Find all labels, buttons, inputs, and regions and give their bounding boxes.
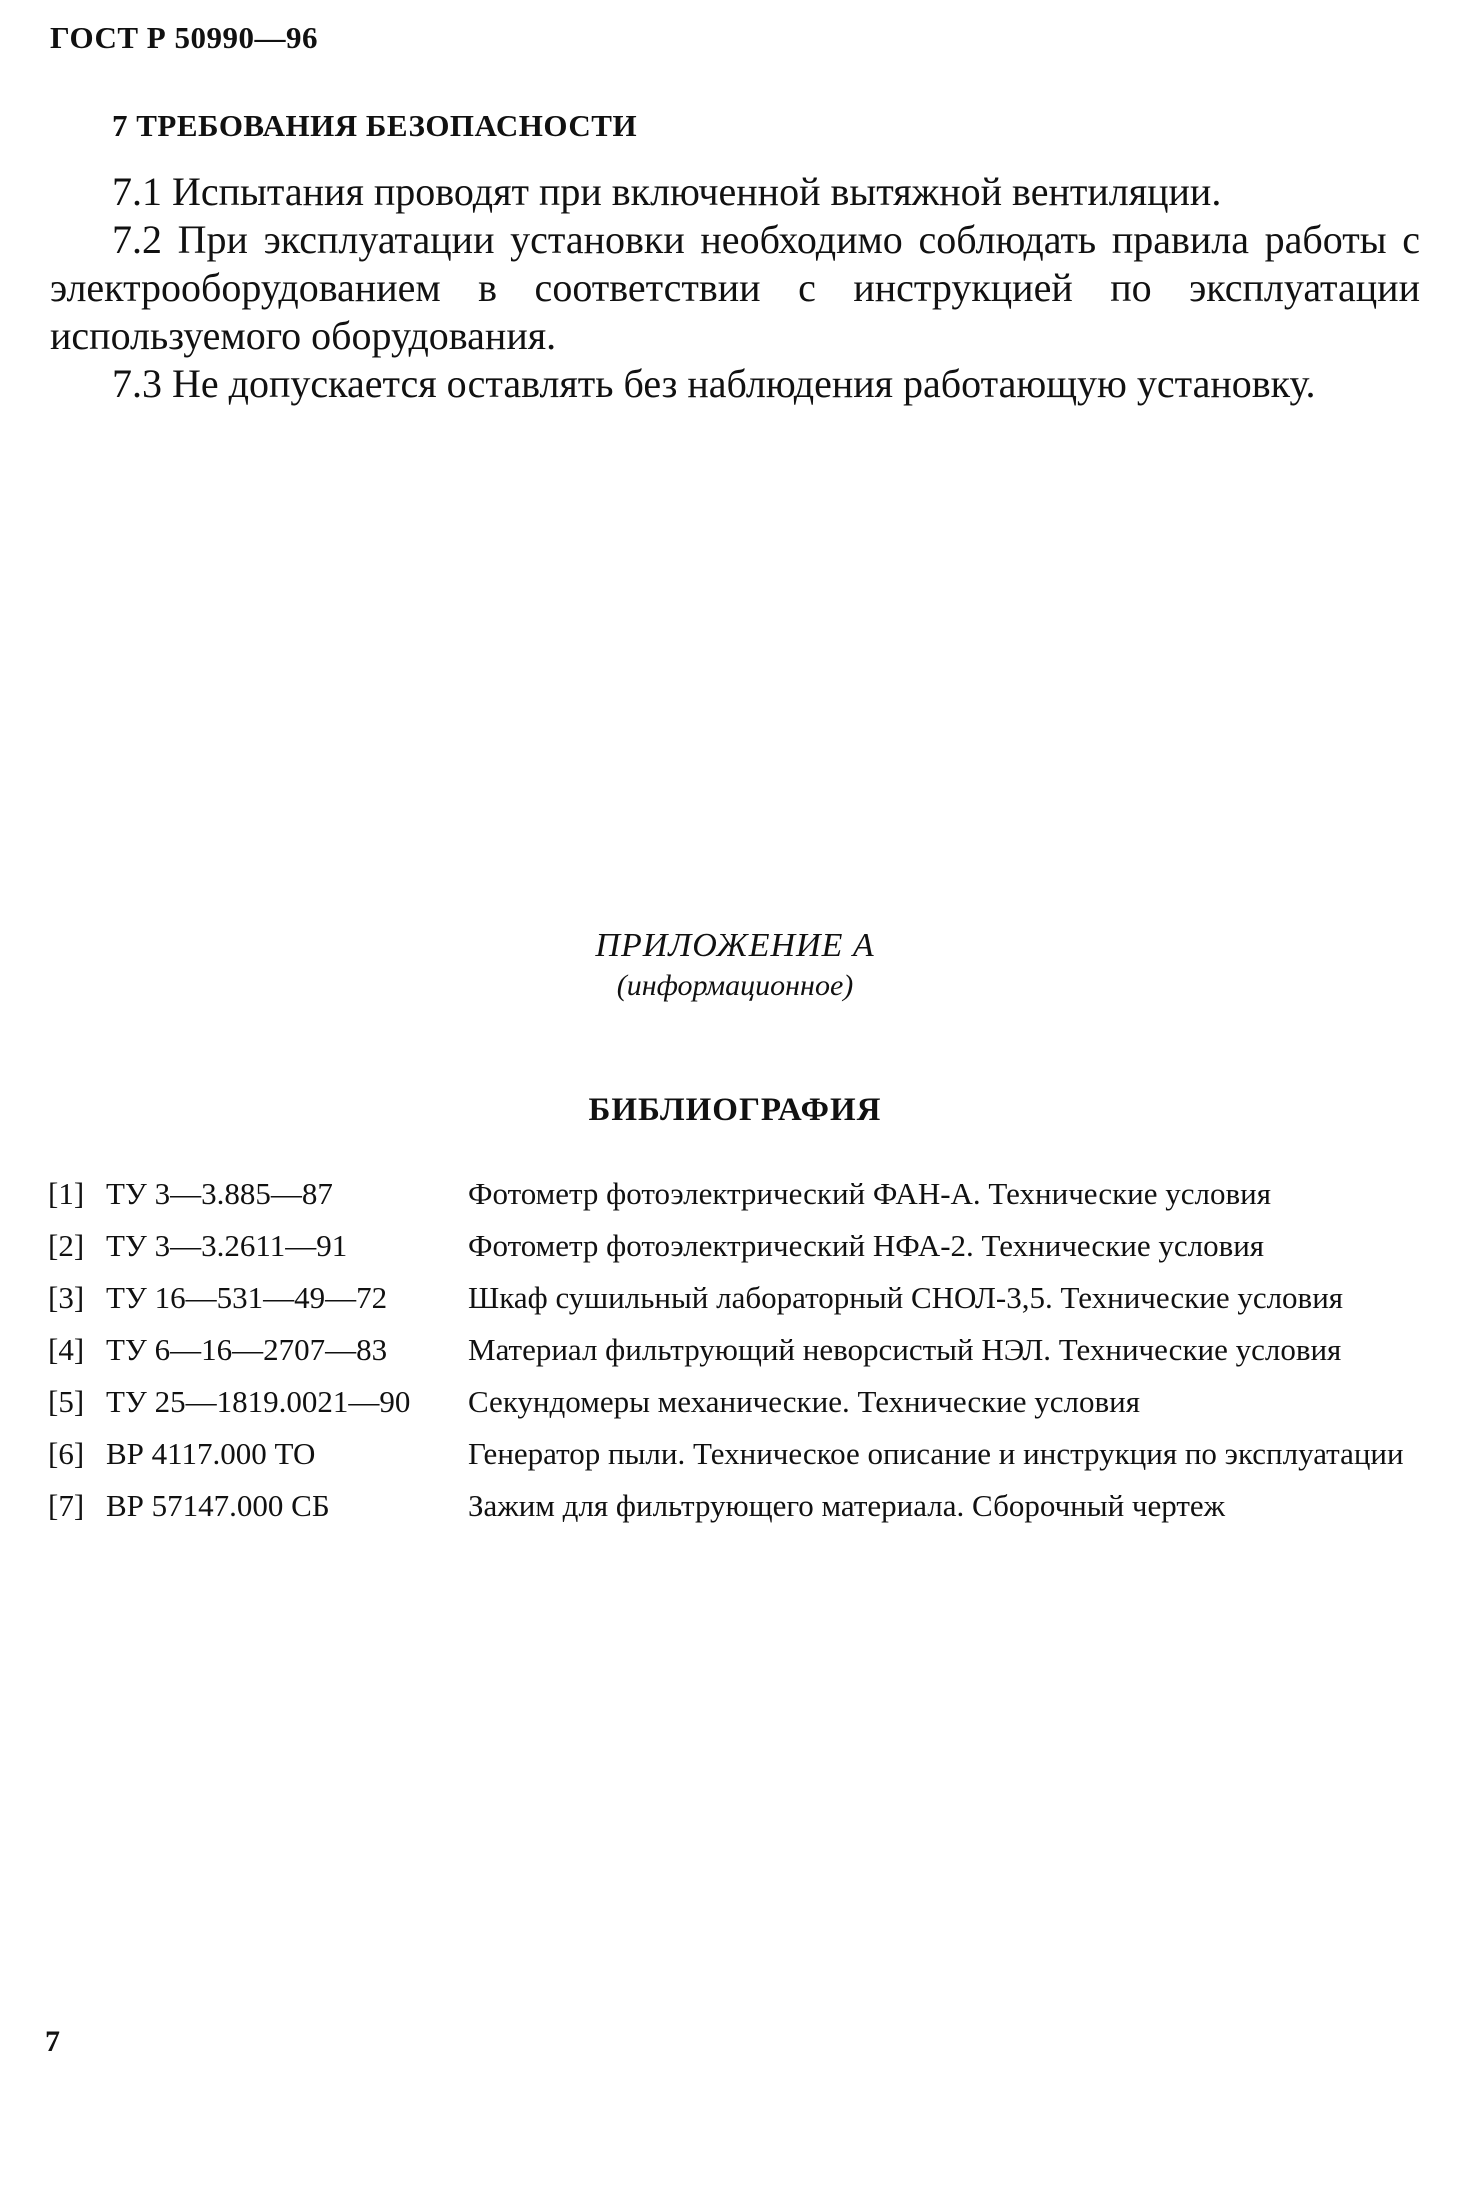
standard-code-header: ГОСТ Р 50990—96 (50, 20, 318, 55)
reference-number: [1] (48, 1176, 85, 1211)
reference-number: [2] (48, 1228, 85, 1263)
section-heading: 7 ТРЕБОВАНИЯ БЕЗОПАСНОСТИ (112, 108, 638, 143)
reference-description: Генератор пыли. Техническое описание и инструкция по эксплуатации (468, 1436, 1404, 1471)
reference-code: ВР 4117.000 ТО (106, 1436, 316, 1471)
reference-description: Фотометр фотоэлектрический ФАН-А. Технические условия (468, 1176, 1271, 1211)
reference-number: [5] (48, 1384, 85, 1419)
reference-code: ТУ 3—3.2611—91 (106, 1228, 348, 1263)
page-number: 7 (45, 2025, 60, 2058)
reference-number: [4] (48, 1332, 85, 1367)
reference-code: ТУ 3—3.885—87 (106, 1176, 333, 1211)
reference-number: [7] (48, 1488, 85, 1523)
paragraph-7-1: 7.1 Испытания проводят при включенной вытяжной вентиляции. (112, 169, 1222, 214)
bibliography-item (48, 1272, 1428, 1324)
reference-number: [6] (48, 1436, 85, 1471)
reference-description: Шкаф сушильный лабораторный СНОЛ-3,5. Технические условия (468, 1280, 1344, 1315)
reference-code: ТУ 25—1819.0021—90 (106, 1384, 411, 1419)
appendix-note: (информационное) (616, 969, 854, 1002)
bibliography-item (48, 1376, 1428, 1428)
bibliography-item (48, 1480, 1428, 1532)
section-body (50, 168, 1420, 408)
reference-code: ТУ 6—16—2707—83 (106, 1332, 388, 1367)
paragraph-7-2: 7.2 При эксплуатации установки необходимо соблюдать правила работы с электрооборудованием в соответствии с инструкцией по эксплуатации используемого оборудования. (50, 217, 1420, 358)
bibliography-list (48, 1168, 1428, 1532)
bibliography-heading: БИБЛИОГРАФИЯ (588, 1092, 882, 1128)
appendix-title: ПРИЛОЖЕНИЕ А (595, 927, 875, 964)
bibliography-item (48, 1428, 1428, 1480)
reference-description: Секундомеры механические. Технические условия (468, 1384, 1140, 1419)
paragraph-7-3: 7.3 Не допускается оставлять без наблюдения работающую установку. (112, 361, 1316, 406)
reference-description: Зажим для фильтрующего материала. Сборочный чертеж (468, 1488, 1226, 1523)
reference-description: Материал фильтрующий неворсистый НЭЛ. Технические условия (468, 1332, 1342, 1367)
bibliography-item (48, 1168, 1428, 1220)
bibliography-item (48, 1220, 1428, 1272)
bibliography-item (48, 1324, 1428, 1376)
reference-number: [3] (48, 1280, 85, 1315)
reference-code: ВР 57147.000 СБ (106, 1488, 330, 1523)
reference-description: Фотометр фотоэлектрический НФА-2. Технические условия (468, 1228, 1265, 1263)
appendix-block (0, 925, 1470, 1005)
reference-code: ТУ 16—531—49—72 (106, 1280, 388, 1315)
